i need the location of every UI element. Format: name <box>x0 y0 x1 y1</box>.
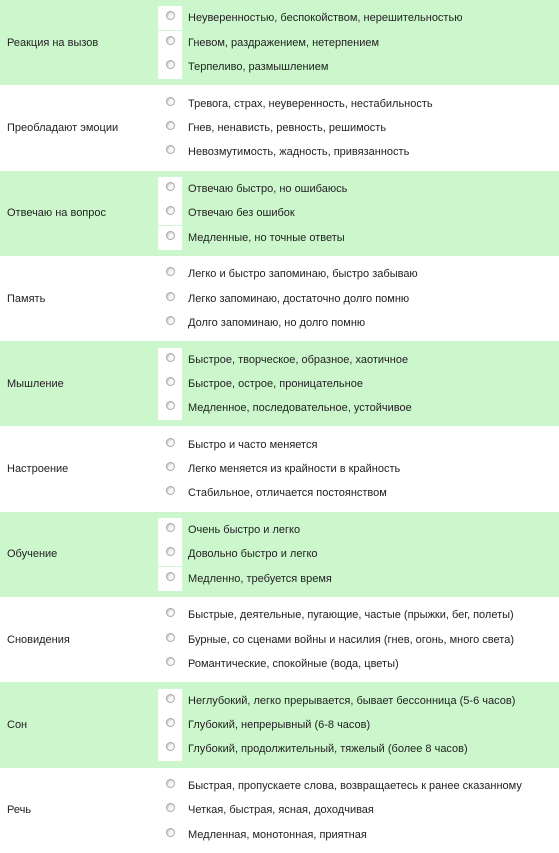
option-row[interactable] <box>158 798 559 822</box>
option-row[interactable] <box>158 372 559 396</box>
radio-button[interactable] <box>158 457 182 481</box>
option-label: Быстрая, пропускаете слова, возвращаетесь к ранее сказанному <box>188 780 522 793</box>
option-row[interactable] <box>158 567 559 591</box>
options-group <box>158 433 559 506</box>
radio-button[interactable] <box>158 628 182 652</box>
radio-circle-icon <box>166 547 175 556</box>
question-row-emotions <box>0 85 559 170</box>
options-group <box>158 774 559 847</box>
radio-button[interactable] <box>158 396 182 420</box>
option-label: Гнев, ненависть, ревность, решимость <box>188 121 387 134</box>
radio-circle-icon <box>166 401 175 410</box>
option-label: Легко и быстро запоминаю, быстро забываю <box>188 268 418 281</box>
question-label: Сновидения <box>7 633 70 646</box>
radio-button[interactable] <box>158 567 182 591</box>
option-label: Быстро и часто меняется <box>188 438 318 451</box>
radio-circle-icon <box>166 231 175 240</box>
option-label: Быстрое, острое, проницательное <box>188 377 363 390</box>
options-group <box>158 6 559 79</box>
radio-button[interactable] <box>158 823 182 847</box>
radio-circle-icon <box>166 206 175 215</box>
radio-circle-icon <box>166 779 175 788</box>
option-row[interactable] <box>158 542 559 566</box>
option-row[interactable] <box>158 518 559 542</box>
radio-circle-icon <box>166 572 175 581</box>
option-row[interactable] <box>158 737 559 761</box>
option-label: Терпеливо, размышлением <box>188 60 329 73</box>
option-label: Гневом, раздражением, нетерпением <box>188 36 380 49</box>
options-group <box>158 689 559 762</box>
radio-circle-icon <box>166 828 175 837</box>
option-row[interactable] <box>158 225 559 249</box>
option-label: Четкая, быстрая, ясная, доходчивая <box>188 804 374 817</box>
radio-button[interactable] <box>158 287 182 311</box>
radio-circle-icon <box>166 182 175 191</box>
radio-button[interactable] <box>158 55 182 79</box>
radio-button[interactable] <box>158 518 182 542</box>
option-row[interactable] <box>158 55 559 79</box>
option-label: Глубокий, непрерывный (6-8 часов) <box>188 719 371 732</box>
question-row-mood <box>0 426 559 511</box>
radio-circle-icon <box>166 718 175 727</box>
radio-circle-icon <box>166 742 175 751</box>
question-label: Сон <box>7 719 28 732</box>
option-row[interactable] <box>158 347 559 371</box>
option-row[interactable] <box>158 286 559 310</box>
radio-button[interactable] <box>158 262 182 286</box>
radio-button[interactable] <box>158 311 182 335</box>
radio-button[interactable] <box>158 798 182 822</box>
option-label: Тревога, страх, неуверенность, нестабильность <box>188 97 433 110</box>
option-row[interactable] <box>158 311 559 335</box>
option-label: Быстрое, творческое, образное, хаотичное <box>188 353 409 366</box>
option-row[interactable] <box>158 201 559 225</box>
option-label: Бурные, со сценами войны и насилия (гнев, огонь, много света) <box>188 633 514 646</box>
question-label: Преобладают эмоции <box>7 121 119 134</box>
option-label: Стабильное, отличается постоянством <box>188 487 387 500</box>
option-row[interactable] <box>158 457 559 481</box>
option-row[interactable] <box>158 6 559 30</box>
radio-button[interactable] <box>158 542 182 566</box>
option-row[interactable] <box>158 140 559 164</box>
radio-circle-icon <box>166 97 175 106</box>
radio-button[interactable] <box>158 774 182 798</box>
option-row[interactable] <box>158 31 559 55</box>
radio-circle-icon <box>166 657 175 666</box>
option-label: Отвечаю быстро, но ошибаюсь <box>188 182 348 195</box>
option-row[interactable] <box>158 628 559 652</box>
question-row-learning <box>0 512 559 597</box>
radio-circle-icon <box>166 438 175 447</box>
radio-button[interactable] <box>158 652 182 676</box>
radio-circle-icon <box>166 633 175 642</box>
option-label: Быстрые, деятельные, пугающие, частые (прыжки, бег, полеты) <box>188 609 514 622</box>
option-label: Легко запоминаю, достаточно долго помню <box>188 292 410 305</box>
question-row-dreams <box>0 597 559 682</box>
option-row[interactable] <box>158 177 559 201</box>
radio-button[interactable] <box>158 433 182 457</box>
option-row[interactable] <box>158 822 559 846</box>
option-label: Невозмутимость, жадность, привязанность <box>188 146 410 159</box>
option-row[interactable] <box>158 652 559 676</box>
option-label: Глубокий, продолжительный, тяжелый (более 8 часов) <box>188 743 468 756</box>
question-label: Обучение <box>7 548 58 561</box>
option-label: Довольно быстро и легко <box>188 548 318 561</box>
question-row-answering <box>0 171 559 256</box>
radio-button[interactable] <box>158 372 182 396</box>
question-label: Настроение <box>7 463 69 476</box>
option-label: Очень быстро и легко <box>188 524 301 537</box>
radio-circle-icon <box>166 316 175 325</box>
question-label: Отвечаю на вопрос <box>7 207 106 220</box>
option-row[interactable] <box>158 713 559 737</box>
radio-circle-icon <box>166 377 175 386</box>
radio-button[interactable] <box>158 713 182 737</box>
radio-circle-icon <box>166 353 175 362</box>
radio-circle-icon <box>166 608 175 617</box>
option-label: Легко меняется из крайности в крайность <box>188 463 401 476</box>
radio-circle-icon <box>166 462 175 471</box>
question-label: Мышление <box>7 377 64 390</box>
option-label: Отвечаю без ошибок <box>188 207 295 220</box>
question-label: Речь <box>7 804 32 817</box>
radio-circle-icon <box>166 803 175 812</box>
option-row[interactable] <box>158 481 559 505</box>
option-label: Медленная, монотонная, приятная <box>188 828 367 841</box>
option-label: Долго запоминаю, но долго помню <box>188 316 366 329</box>
radio-button[interactable] <box>158 116 182 140</box>
radio-circle-icon <box>166 60 175 69</box>
options-group <box>158 262 559 335</box>
options-group <box>158 603 559 676</box>
radio-button[interactable] <box>158 201 182 225</box>
option-row[interactable] <box>158 603 559 627</box>
option-label: Неглубокий, легко прерывается, бывает бессонница (5-6 часов) <box>188 694 516 707</box>
question-label: Реакция на вызов <box>7 36 99 49</box>
question-row-speech <box>0 768 559 853</box>
question-row-sleep <box>0 682 559 767</box>
radio-circle-icon <box>166 694 175 703</box>
option-label: Медленные, но точные ответы <box>188 231 345 244</box>
radio-button[interactable] <box>158 177 182 201</box>
option-row[interactable] <box>158 433 559 457</box>
radio-circle-icon <box>166 292 175 301</box>
option-label: Медленно, требуется время <box>188 572 332 585</box>
option-row[interactable] <box>158 689 559 713</box>
radio-button[interactable] <box>158 481 182 505</box>
radio-circle-icon <box>166 11 175 20</box>
option-row[interactable] <box>158 774 559 798</box>
radio-circle-icon <box>166 121 175 130</box>
radio-button[interactable] <box>158 31 182 55</box>
question-row-thinking <box>0 341 559 426</box>
options-group <box>158 177 559 250</box>
option-row[interactable] <box>158 92 559 116</box>
radio-circle-icon <box>166 486 175 495</box>
options-group <box>158 347 559 420</box>
radio-button[interactable] <box>158 6 182 30</box>
radio-circle-icon <box>166 523 175 532</box>
options-group <box>158 92 559 165</box>
option-label: Романтические, спокойные (вода, цветы) <box>188 658 399 671</box>
question-row-challenge-reaction <box>0 0 559 85</box>
radio-button[interactable] <box>158 140 182 164</box>
option-label: Медленное, последовательное, устойчивое <box>188 402 412 415</box>
option-label: Неуверенностью, беспокойством, нерешительностью <box>188 12 463 25</box>
radio-circle-icon <box>166 36 175 45</box>
radio-circle-icon <box>166 145 175 154</box>
option-row[interactable] <box>158 396 559 420</box>
question-row-memory <box>0 256 559 341</box>
radio-button[interactable] <box>158 92 182 116</box>
radio-button[interactable] <box>158 603 182 627</box>
radio-button[interactable] <box>158 737 182 761</box>
options-group <box>158 518 559 591</box>
radio-button[interactable] <box>158 226 182 250</box>
radio-button[interactable] <box>158 348 182 372</box>
option-row[interactable] <box>158 262 559 286</box>
radio-circle-icon <box>166 267 175 276</box>
question-label: Память <box>7 292 46 305</box>
radio-button[interactable] <box>158 689 182 713</box>
option-row[interactable] <box>158 116 559 140</box>
